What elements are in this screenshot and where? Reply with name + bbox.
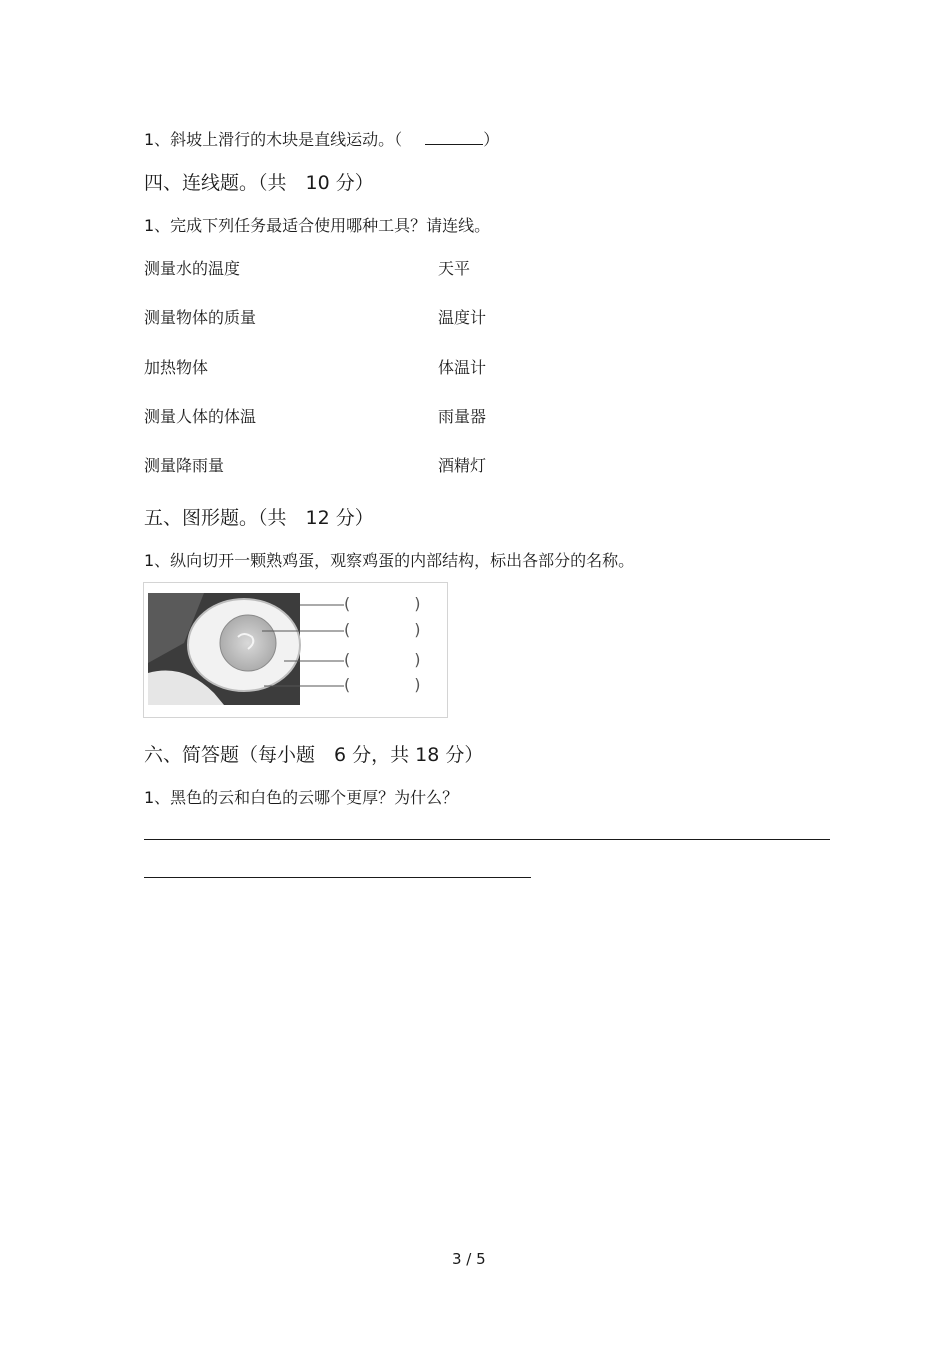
label-bracket-1[interactable]: ( ) — [344, 594, 421, 613]
section-6-question-1: 1、黑色的云和白色的云哪个更厚？为什么？ — [144, 788, 459, 807]
answer-line[interactable] — [144, 839, 830, 840]
task-item: 测量物体的质量 — [144, 308, 257, 327]
task-item: 测量人体的体温 — [144, 407, 257, 426]
section-5-question-1: 1、纵向切开一颗熟鸡蛋，观察鸡蛋的内部结构，标出各部分的名称。 — [144, 551, 635, 570]
close-paren: ） — [483, 130, 500, 149]
section-6-heading: 六、简答题（每小题 6 分，共 18 分） — [144, 744, 484, 766]
answer-blank[interactable] — [425, 130, 483, 145]
tool-item: 天平 — [438, 259, 471, 278]
tool-item: 体温计 — [438, 358, 487, 377]
tool-item: 雨量器 — [438, 407, 487, 426]
task-item: 测量降雨量 — [144, 456, 225, 475]
page-number: 3 / 5 — [452, 1250, 486, 1268]
tool-item: 酒精灯 — [438, 456, 487, 475]
section-4-question-1: 1、完成下列任务最适合使用哪种工具？请连线。 — [144, 216, 491, 235]
answer-line[interactable] — [144, 877, 531, 878]
tool-item: 温度计 — [438, 308, 487, 327]
task-item: 测量水的温度 — [144, 259, 241, 278]
task-item: 加热物体 — [144, 358, 209, 377]
label-bracket-2[interactable]: ( ) — [344, 620, 421, 639]
section-4-heading: 四、连线题。（共 10 分） — [144, 172, 374, 194]
egg-cross-section-figure — [143, 582, 448, 718]
section-5-heading: 五、图形题。（共 12 分） — [144, 507, 374, 529]
label-bracket-3[interactable]: ( ) — [344, 650, 421, 669]
question-text: 1、斜坡上滑行的木块是直线运动。（ — [144, 130, 403, 149]
true-false-item-1 — [144, 127, 499, 150]
label-bracket-4[interactable]: ( ) — [344, 675, 421, 694]
